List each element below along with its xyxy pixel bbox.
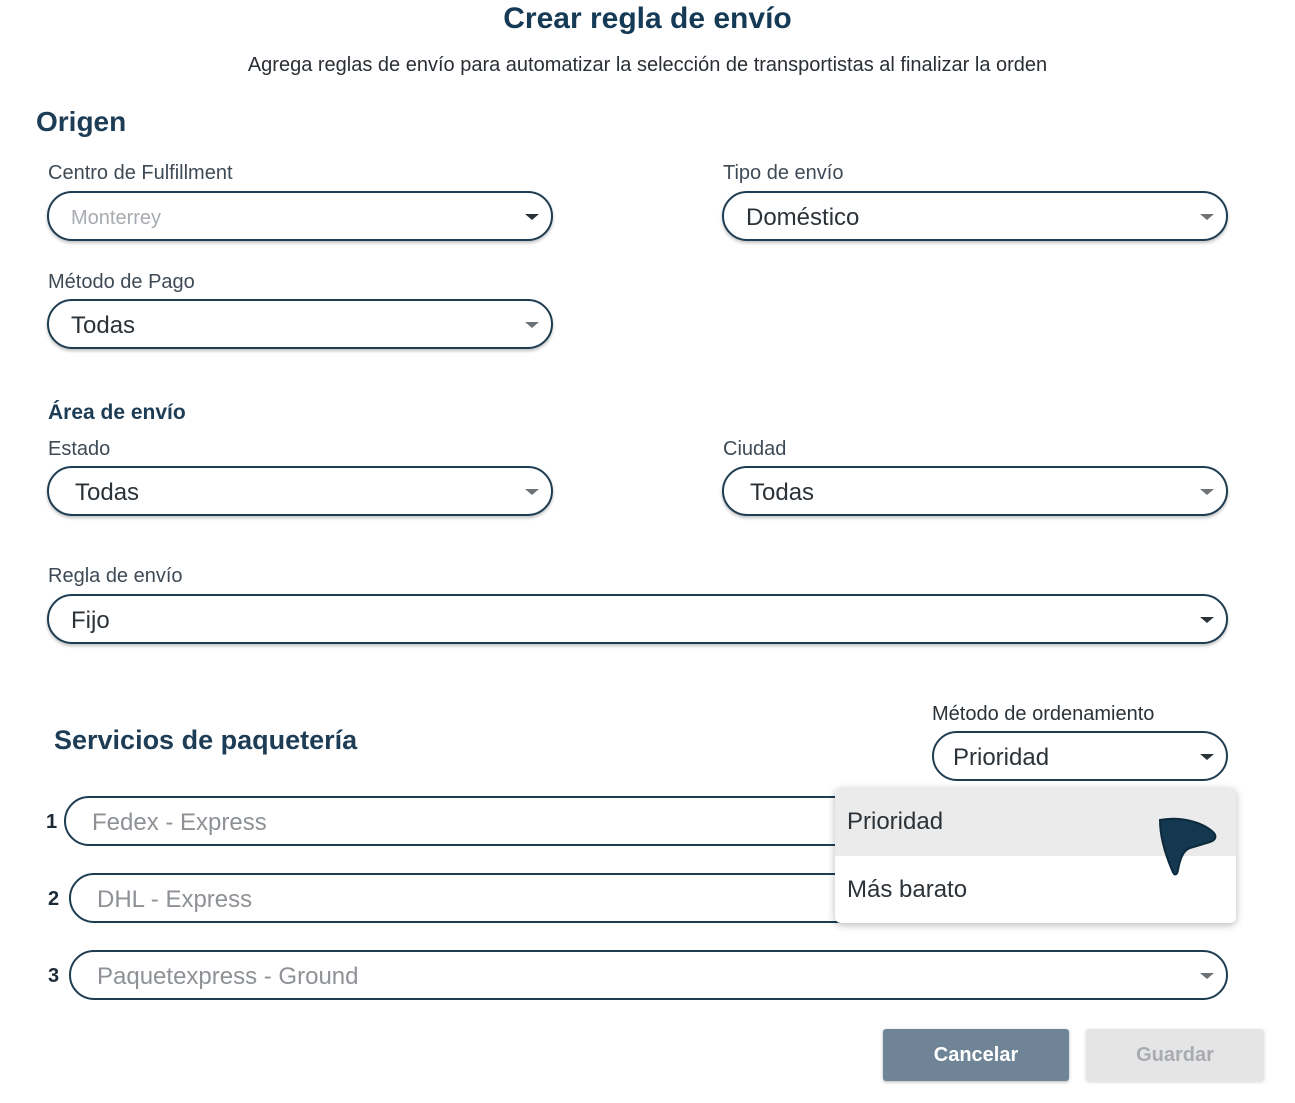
mouse-cursor-icon (1150, 812, 1222, 878)
caret-down-icon (1200, 754, 1214, 760)
state-label: Estado (48, 438, 111, 460)
shipping-type-label: Tipo de envío (723, 162, 844, 184)
caret-down-icon (1200, 489, 1214, 495)
service-select-3[interactable] (69, 950, 1228, 1000)
shipping-type-value: Doméstico (746, 204, 860, 231)
fulfillment-center-select[interactable] (47, 191, 553, 241)
origin-section-title: Origen (36, 106, 127, 137)
city-select[interactable] (722, 466, 1228, 516)
service-row-number: 3 (48, 965, 60, 987)
caret-down-icon (1200, 617, 1214, 623)
shipping-rule-value: Fijo (71, 607, 110, 634)
service-row-number: 2 (48, 888, 60, 910)
page-subtitle: Agrega reglas de envío para automatizar la selección de transportistas al finalizar la orden (247, 54, 1048, 76)
caret-down-icon (1200, 214, 1214, 220)
shipping-rule-select[interactable] (47, 594, 1228, 644)
shipping-rule-label: Regla de envío (48, 565, 183, 587)
cancel-button[interactable]: Cancelar (883, 1029, 1069, 1081)
service-value-2: DHL - Express (97, 886, 253, 913)
service-value-1: Fedex - Express (92, 809, 267, 836)
shipping-area-section-title: Área de envío (48, 401, 186, 424)
sort-option-mas-barato[interactable]: Más barato (847, 876, 968, 903)
page-title: Crear regla de envío (503, 2, 792, 35)
sort-method-label: Método de ordenamiento (932, 703, 1155, 725)
fulfillment-center-placeholder: Monterrey (71, 207, 162, 229)
caret-down-icon (525, 214, 539, 220)
city-label: Ciudad (723, 438, 787, 460)
state-value: Todas (75, 479, 140, 506)
service-value-3: Paquetexpress - Ground (97, 963, 359, 990)
shipping-type-select[interactable] (722, 191, 1228, 241)
fulfillment-center-label: Centro de Fulfillment (48, 162, 233, 184)
city-value: Todas (750, 479, 815, 506)
caret-down-icon (525, 489, 539, 495)
payment-method-label: Método de Pago (48, 271, 195, 293)
payment-method-select[interactable] (47, 299, 553, 349)
service-row-number: 1 (46, 811, 58, 833)
services-section-title: Servicios de paquetería (54, 725, 358, 755)
sort-method-value: Prioridad (953, 744, 1050, 771)
payment-method-value: Todas (71, 312, 136, 339)
sort-option-prioridad[interactable]: Prioridad (835, 788, 1236, 856)
caret-down-icon (1200, 973, 1214, 979)
caret-down-icon (525, 322, 539, 328)
sort-method-select[interactable] (932, 731, 1228, 781)
save-button[interactable]: Guardar (1086, 1029, 1264, 1081)
state-select[interactable] (47, 466, 553, 516)
